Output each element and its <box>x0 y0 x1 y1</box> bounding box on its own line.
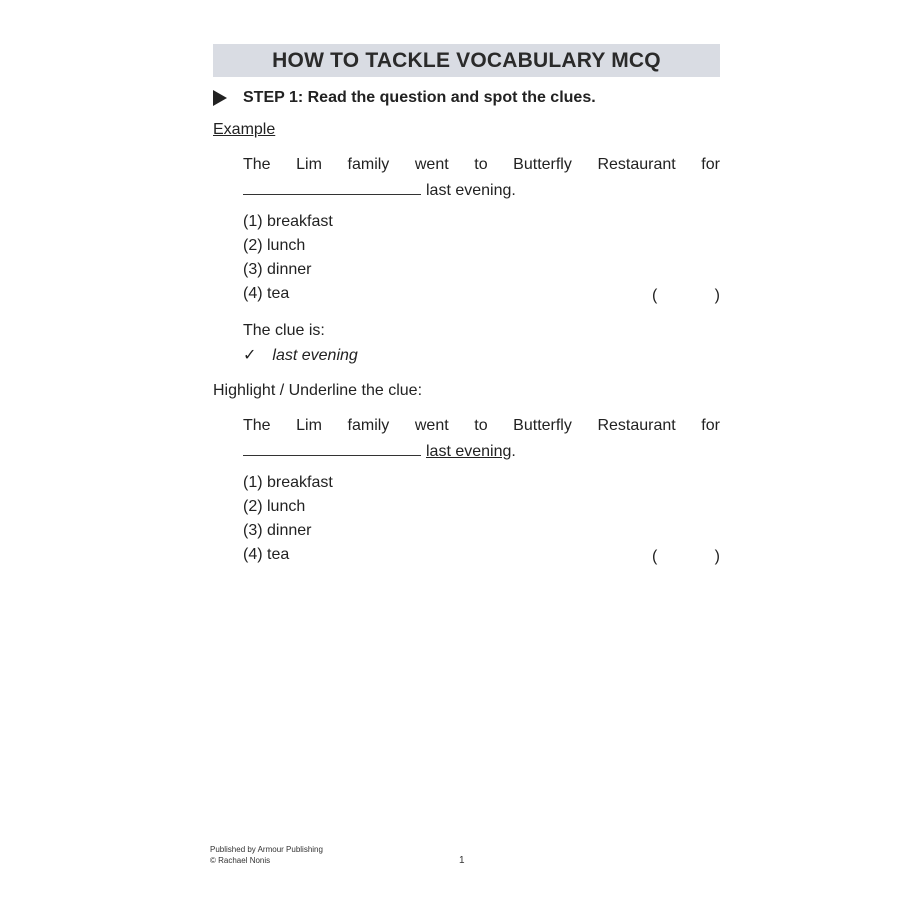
question-line-1 <box>243 417 720 435</box>
question-line-2 <box>243 441 516 461</box>
question-word: The <box>243 156 271 173</box>
question-word: Restaurant <box>597 417 676 434</box>
answer-blank <box>243 180 421 195</box>
answer-bracket <box>652 287 720 305</box>
question-line-1 <box>243 156 720 174</box>
step-heading <box>213 89 596 107</box>
footer-publisher: Published by Armour Publishing <box>210 845 323 854</box>
bracket-open: ( <box>652 287 658 304</box>
clue-label: The clue is: <box>243 322 325 339</box>
underlined-clue: last evening <box>426 443 512 460</box>
question-word: Restaurant <box>597 156 676 173</box>
clue-row <box>243 345 358 365</box>
question-ending: last evening <box>426 182 512 199</box>
bracket-open: ( <box>652 548 658 565</box>
highlight-instruction: Highlight / Underline the clue: <box>213 382 423 399</box>
option-item: (1) breakfast <box>243 474 333 491</box>
question-word: to <box>474 417 488 434</box>
question-period: . <box>511 182 516 199</box>
example-label: Example <box>213 121 276 138</box>
answer-bracket <box>652 548 720 566</box>
checkmark-icon: ✓ <box>243 347 257 364</box>
question-word: family <box>347 417 390 434</box>
question-word: for <box>701 417 720 434</box>
question-word: family <box>347 156 390 173</box>
bracket-close: ) <box>714 287 720 304</box>
question-line-2 <box>243 180 516 200</box>
question-word: Lim <box>296 156 322 173</box>
question-word: to <box>474 156 488 173</box>
answer-blank <box>243 441 421 456</box>
clue-text: last evening <box>272 347 358 364</box>
footer-copyright: © Rachael Nonis <box>210 856 271 865</box>
option-item: (2) lunch <box>243 498 306 515</box>
question-word: for <box>701 156 720 173</box>
step-text: Read the question and spot the clues. <box>307 89 596 106</box>
page-number: 1 <box>459 855 465 866</box>
question-word: Lim <box>296 417 322 434</box>
option-item: (2) lunch <box>243 237 306 254</box>
question-word: went <box>414 417 449 434</box>
option-item: (1) breakfast <box>243 213 333 230</box>
step-label: STEP 1: <box>243 89 304 106</box>
question-period: . <box>511 443 516 460</box>
bracket-close: ) <box>714 548 720 565</box>
page-title: HOW TO TACKLE VOCABULARY MCQ <box>213 44 720 77</box>
option-item: (4) tea <box>243 546 290 563</box>
question-word: Butterfly <box>513 417 572 434</box>
option-item: (3) dinner <box>243 522 312 539</box>
question-word: The <box>243 417 271 434</box>
question-word: Butterfly <box>513 156 572 173</box>
option-item: (4) tea <box>243 285 290 302</box>
option-item: (3) dinner <box>243 261 312 278</box>
play-triangle-icon <box>213 90 227 106</box>
question-word: went <box>414 156 449 173</box>
